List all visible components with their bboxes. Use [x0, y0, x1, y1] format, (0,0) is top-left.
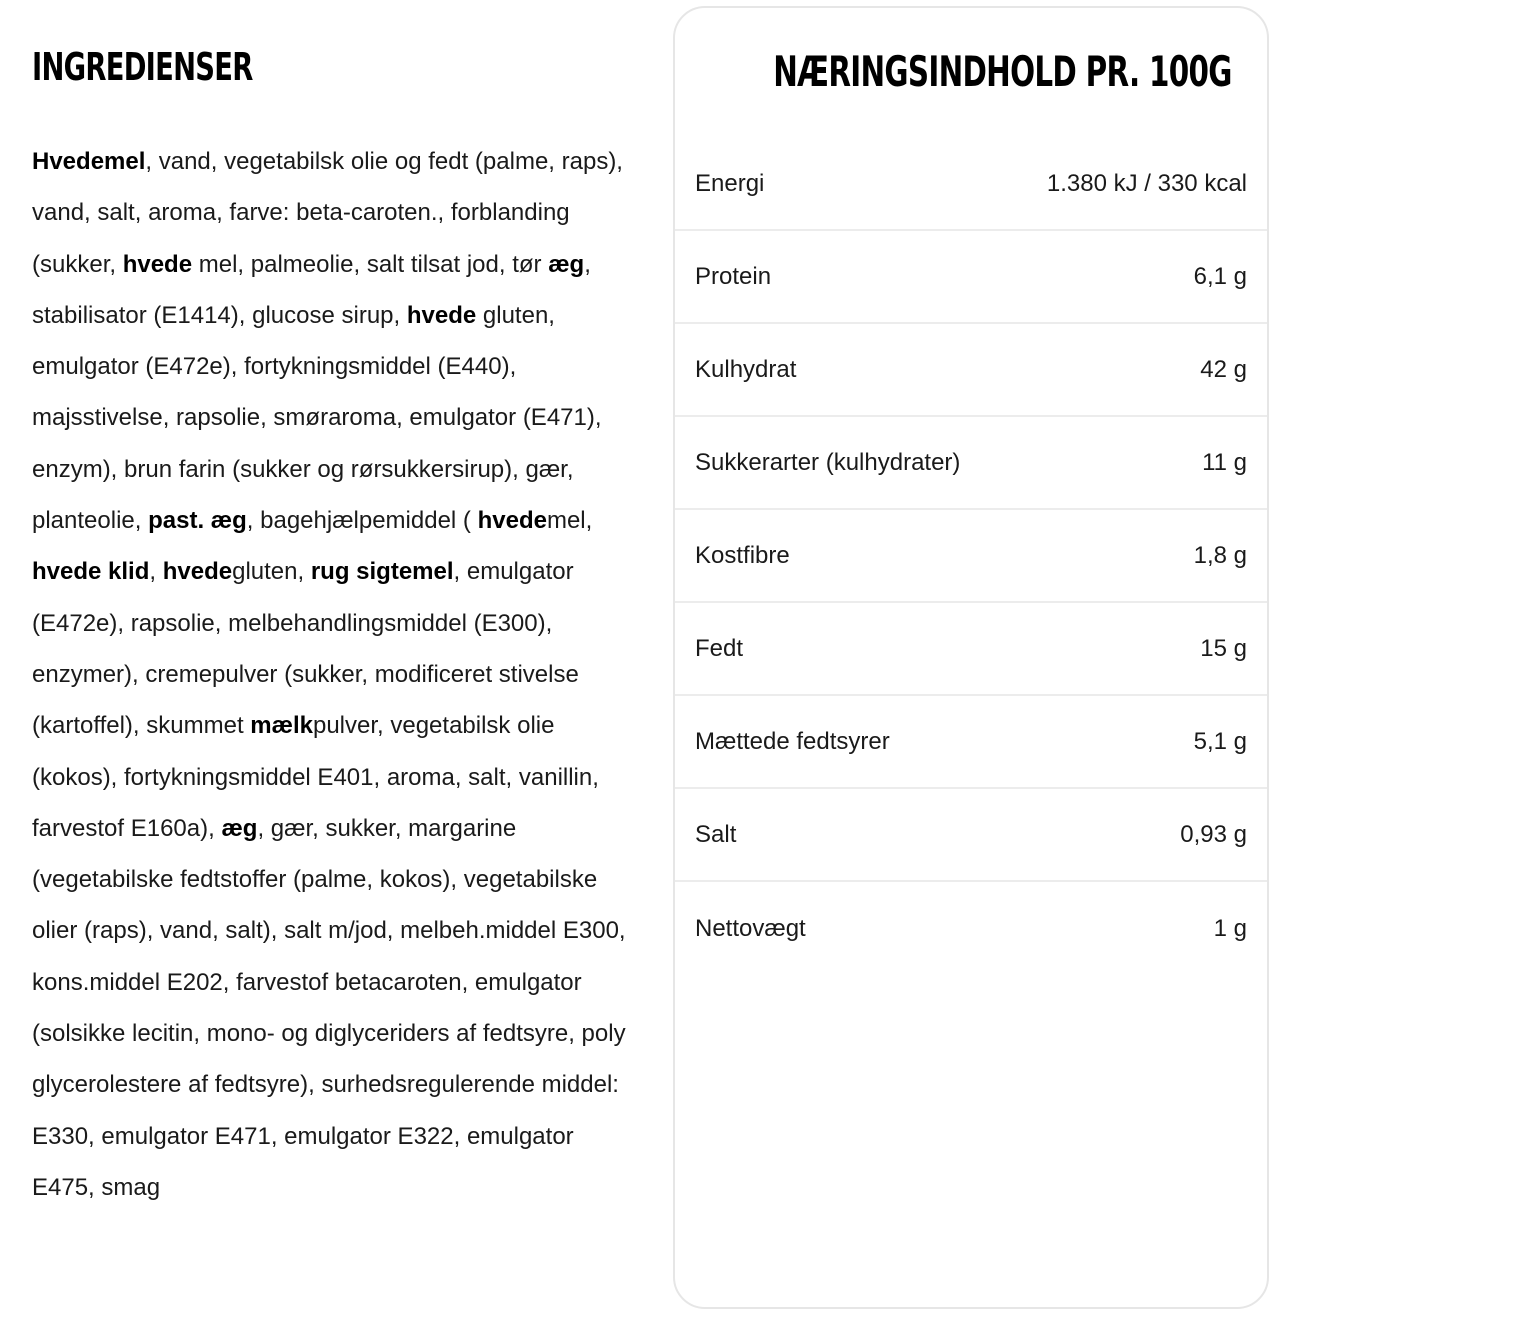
nutrition-card [673, 6, 1269, 1309]
nutrition-row-kostfibre [675, 510, 1267, 603]
nutrition-table [675, 138, 1267, 975]
ingredient-allergen: hvede [122, 250, 193, 278]
ingredient-text: gluten, emulgator (E472e), fortykningsmiddel (E440), majsstivelse, rapsolie, smøraroma, emulgator (E471), enzym), brun farin (sukker og rørsukkersirup), gær, planteolie, [32, 301, 602, 535]
nutrient-value: 0,93 g [1180, 820, 1247, 848]
ingredients-heading: INGREDIENSER [32, 45, 253, 89]
nutrient-value: 11 g [1202, 448, 1247, 476]
ingredient-text: mel, [546, 507, 593, 535]
nutrient-value: 5,1 g [1193, 727, 1247, 755]
nutrition-heading-text: NÆRINGSINDHOLD PR. 100G [773, 47, 1232, 96]
ingredient-allergen: hvede [162, 558, 233, 586]
nutrient-value: 6,1 g [1193, 262, 1247, 290]
nutrient-label: Nettovægt [695, 914, 806, 942]
nutrition-row-maettede-fedtsyrer [675, 696, 1267, 789]
ingredient-allergen: past. æg [148, 507, 247, 535]
ingredient-text: , emulgator (E472e), rapsolie, melbehandlingsmiddel (E300), enzymer), cremepulver (sukker, modificeret stivelse (kartoffel), skummet [32, 558, 579, 740]
nutrition-row-sukkerarter [675, 417, 1267, 510]
nutrient-label: Kostfibre [695, 541, 790, 569]
nutrient-value: 1 g [1213, 914, 1247, 942]
ingredient-allergen: mælk [250, 712, 313, 740]
ingredient-allergen: rug sigtemel [310, 558, 454, 586]
ingredient-text: , gær, sukker, margarine (vegetabilske fedtstoffer (palme, kokos), vegetabilske olier (raps), vand, salt), salt m/jod, melbeh.middel E300, kons.middel E202, farvestof betacaroten, emulgator (solsikke lecitin, mono- og diglyceriders af fedtsyre, poly glycerolestere af fedtsyre), surhedsregulerende middel: E330, emulgator E471, emulgator E322, emulgator E475, smag [32, 814, 626, 1201]
nutrition-row-kulhydrat [675, 324, 1267, 417]
ingredient-text: pulver, vegetabilsk olie (kokos), fortykningsmiddel E401, aroma, salt, vanillin, farvestof E160a), [32, 712, 599, 842]
nutrient-label: Sukkerarter (kulhydrater) [695, 448, 961, 476]
nutrient-label: Kulhydrat [695, 355, 797, 383]
ingredient-text: , vand, vegetabilsk olie og fedt (palme, raps), vand, salt, aroma, farve: beta-caroten., forblanding (sukker, [32, 148, 623, 278]
nutrient-value: 1.380 kJ / 330 kcal [1046, 169, 1247, 197]
nutrient-label: Protein [695, 262, 772, 290]
nutrition-row-fedt [675, 603, 1267, 696]
nutrient-label: Salt [695, 820, 737, 848]
ingredient-allergen: æg [221, 814, 258, 842]
ingredient-text: gluten, [232, 558, 311, 586]
nutrition-row-energi [675, 138, 1267, 231]
nutrient-value: 15 g [1200, 634, 1247, 662]
ingredient-text: , stabilisator (E1414), glucose sirup, [32, 250, 591, 329]
ingredient-text: , [149, 558, 163, 586]
nutrient-label: Fedt [695, 634, 744, 662]
ingredient-text: mel, palmeolie, salt tilsat jod, tør [192, 250, 549, 278]
nutrition-heading [675, 44, 1267, 100]
nutrient-value: 42 g [1200, 355, 1247, 383]
nutrition-row-salt [675, 789, 1267, 882]
ingredient-allergen: hvede [406, 301, 477, 329]
ingredients-list [32, 136, 632, 1213]
nutrient-value: 1,8 g [1193, 541, 1247, 569]
nutrition-row-protein [675, 231, 1267, 324]
nutrition-row-nettovaegt [675, 882, 1267, 975]
ingredient-allergen: æg [548, 250, 585, 278]
nutrient-label: Energi [695, 169, 765, 197]
ingredient-allergen: hvede [477, 507, 547, 535]
nutrient-label: Mættede fedtsyrer [695, 727, 890, 755]
ingredients-section [32, 40, 632, 1201]
ingredient-text: , bagehjælpemiddel ( [246, 507, 478, 535]
ingredient-allergen: Hvedemel [32, 148, 146, 175]
ingredient-allergen: hvede klid [32, 558, 150, 586]
